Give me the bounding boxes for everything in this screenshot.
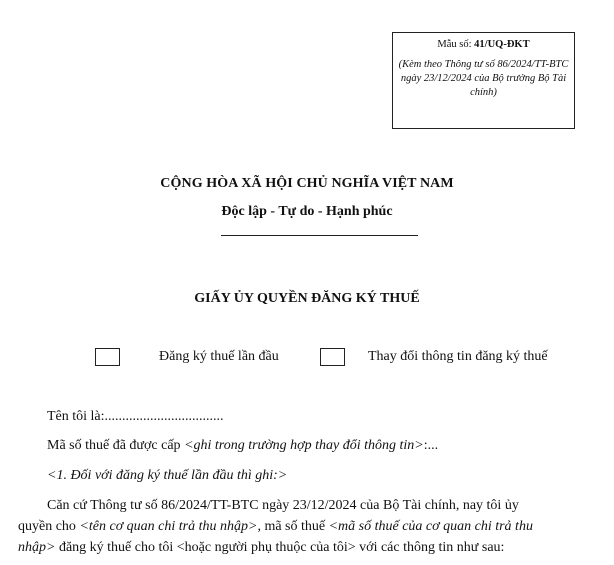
first-registration-label: Đăng ký thuế lần đầu: [159, 349, 279, 364]
p2-text-c: , mã số thuế: [257, 519, 329, 534]
first-registration-checkbox[interactable]: [95, 348, 120, 366]
form-code: [393, 38, 574, 52]
form-attach-note: (Kèm theo Thông tư số 86/2024/TT-BTC ngày 23/12/2024 của Bộ trưởng Bộ Tài chính): [398, 59, 569, 98]
first-registration-note: <1. Đối với đăng ký thuế lần đầu thì ghi:>: [47, 468, 288, 483]
paragraph-line-3: [18, 540, 504, 556]
document-title: GIẤY ỦY QUYỀN ĐĂNG KÝ THUẾ: [194, 291, 420, 306]
tax-code-prefix: Mã số thuế đã được cấp: [47, 438, 185, 453]
tax-code-line: [47, 438, 438, 454]
tax-code-suffix: :...: [423, 438, 439, 453]
tax-code-instruction: <ghi trong trường hợp thay đổi thông tin>: [184, 438, 424, 453]
paragraph-line-2: [18, 519, 533, 535]
name-line: Tên tôi là:..................................: [47, 409, 224, 424]
p3-text-b: đăng ký thuế cho tôi <hoặc người phụ thuộc của tôi> với các thông tin như sau:: [55, 540, 505, 555]
form-code-value: 41/UQ-ĐKT: [474, 39, 530, 50]
national-motto: Độc lập - Tự do - Hạnh phúc: [221, 204, 393, 219]
change-info-checkbox[interactable]: [320, 348, 345, 366]
p2-text-a: quyền cho: [18, 519, 80, 534]
form-code-box: [392, 32, 575, 129]
p2-italic-b: <tên cơ quan chi trả thu nhập>: [79, 519, 258, 534]
country-heading: CỘNG HÒA XÃ HỘI CHỦ NGHĨA VIỆT NAM: [160, 176, 454, 191]
motto-underline: [221, 235, 418, 236]
change-info-label: Thay đổi thông tin đăng ký thuế: [368, 349, 548, 364]
p3-italic-a: nhập>: [18, 540, 56, 555]
p2-italic-d: <mã số thuế của cơ quan chi trả thu: [328, 519, 533, 534]
form-code-label: Mẫu số:: [437, 39, 475, 50]
paragraph-line-1: Căn cứ Thông tư số 86/2024/TT-BTC ngày 23/12/2024 của Bộ Tài chính, nay tôi ủy: [47, 498, 519, 513]
